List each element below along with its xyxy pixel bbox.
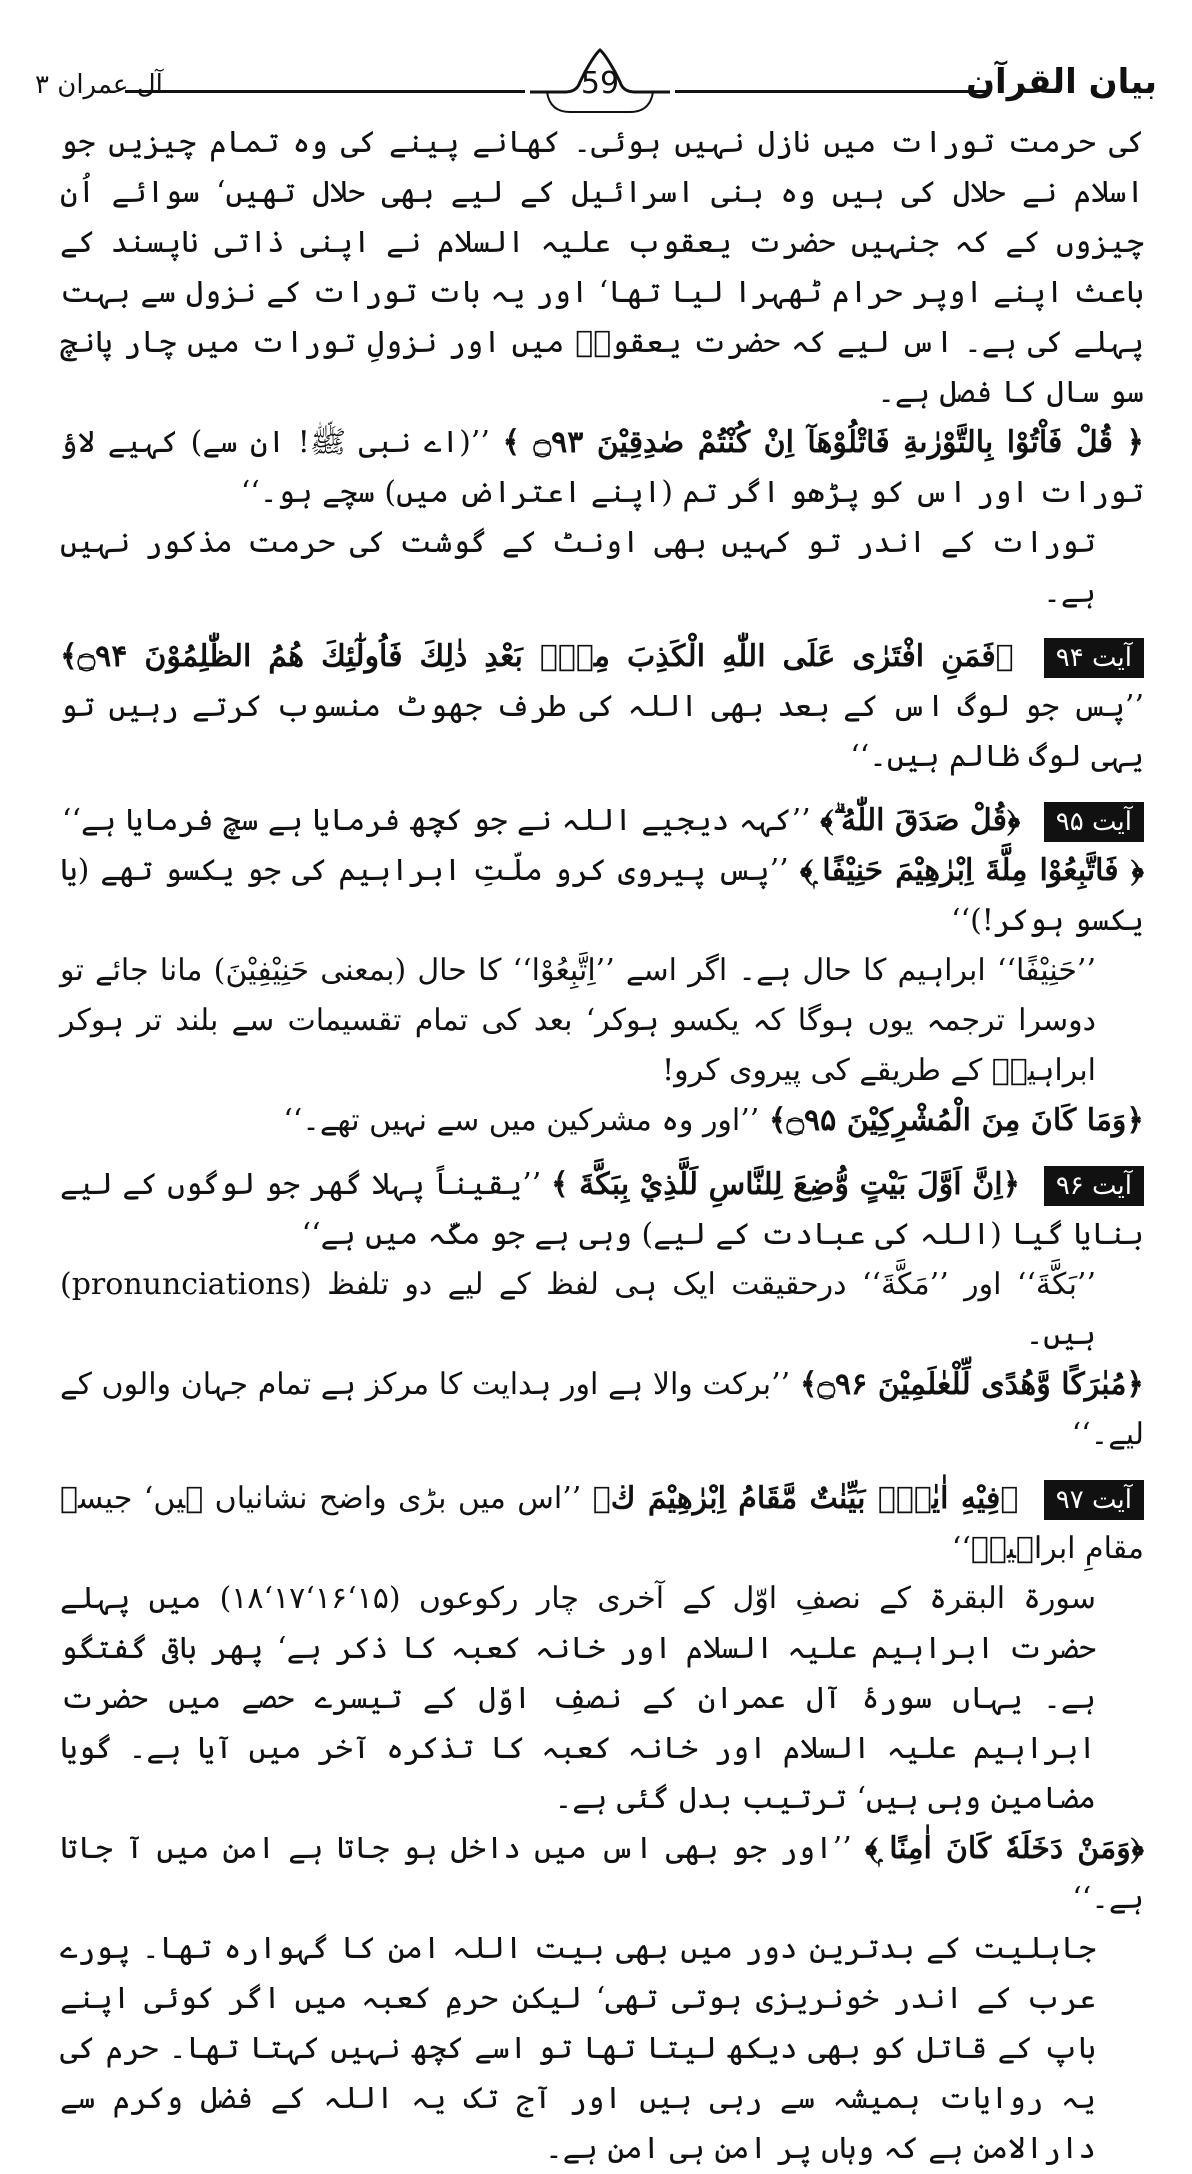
translation-text: ’’(اے نبی ﷺ! ان سے) کہیے لاؤ تورات اور اس کو پڑھو اگر تم (اپنے اعتراض میں) سچے ہو۔‘‘ <box>60 425 1144 510</box>
page-header <box>20 48 1172 118</box>
ayah-paragraph <box>60 846 1144 946</box>
paragraph <box>60 1260 1144 1360</box>
paragraph <box>60 1924 1144 2174</box>
paragraph <box>60 118 1144 418</box>
ayah-number-badge: آیت ۹۴ <box>1044 638 1144 678</box>
paragraph <box>60 1574 1144 1824</box>
ayah-number-badge: آیت ۹۵ <box>1044 802 1144 842</box>
translation-text: ’’اور جو بھی اس میں داخل ہو جاتا ہے امن میں آ جاتا ہے۔‘‘ <box>60 1831 1144 1916</box>
surah-name: آل عمران ۳ <box>35 70 163 100</box>
page-content <box>60 118 1144 2174</box>
paragraph <box>60 518 1144 618</box>
ayah-paragraph <box>60 1160 1144 1260</box>
header-rule-right <box>675 90 990 93</box>
ayah-text: ﴿ قُلْ فَاْتُوْا بِالتَّوْرٰىةِ فَاتْلُوْهَآ اِنْ كُنْتُمْ صٰدِقِيْنَ ۝۹۳ ﴾ <box>502 425 1144 460</box>
ayah-text: ﴿وَمَا كَانَ مِنَ الْمُشْرِكِيْنَ ۝۹۵﴾ <box>768 1103 1144 1138</box>
ayah-paragraph <box>60 632 1144 782</box>
ayah-number-badge: آیت ۹۷ <box>1044 1480 1144 1520</box>
book-title: بیان القرآن <box>966 62 1157 102</box>
page-number: 59 <box>580 66 620 101</box>
ayah-paragraph <box>60 1360 1144 1460</box>
ayah-text: ﴿قُلْ صَدَقَ اللّٰهُ ۗ﴾ <box>820 803 1021 838</box>
translation-text: ’’پس پیروی کرو ملّتِ ابراہیم کی جو یکسو تھے (یا یکسو ہوکر!)‘‘ <box>60 853 1144 938</box>
ayah-text: ﴿اِنَّ اَوَّلَ بَيْتٍ وُّضِعَ لِلنَّاسِ لَلَّذِيْ بِبَكَّةَ ﴾ <box>551 1167 1021 1202</box>
paragraph-text: جاہلیت کے بدترین دور میں بھی بیت اللہ امن کا گہوارہ تھا۔ پورے عرب کے اندر خونریزی ہوتی تھی‘ لیکن حرمِ کعبہ میں اگر کوئی اپنے باپ کے قاتل کو بھی دیکھ لیتا تھا تو اسے کچھ نہیں کہتا تھا۔ حرم کی یہ روایات ہمیشہ سے رہی ہیں اور آج تک یہ اللہ کے فضل وکرم سے دارالامن ہے کہ وہاں پر امن ہی امن ہے۔ <box>60 1931 1096 2166</box>
translation-text: ’’اس میں بڑی واضح نشانیاں ہیں‘ جیسے مقامِ ابراہیمؑ‘‘ <box>60 1481 1144 1566</box>
paragraph-text: ’’حَنِيْفًا‘‘ ابراہیم کا حال ہے۔ اگر اسے ’’اِتَّبِعُوْا‘‘ کا حال (بمعنی حَنِيْفِيْنَ) مانا جائے تو دوسرا ترجمہ یوں ہوگا کہ یکسو ہوکر‘ بعد کی تمام تقسیمات سے بلند تر ہوکر ابراہیمؑ کے طریقے کی پیروی کرو! <box>60 953 1096 1088</box>
ayah-paragraph <box>60 1824 1144 1924</box>
translation-text: ’’اور وہ مشرکین میں سے نہیں تھے۔‘‘ <box>283 1103 760 1138</box>
ayah-text: ﴿مُبٰرَكًا وَّهُدًى لِّلْعٰلَمِيْنَ ۝۹۶﴾ <box>799 1367 1144 1402</box>
ayah-paragraph <box>60 796 1144 846</box>
header-rule-left <box>125 90 525 93</box>
ayah-paragraph <box>60 1096 1144 1146</box>
ayah-paragraph <box>60 1474 1144 1574</box>
translation-text: ’’برکت والا ہے اور ہدایت کا مرکز ہے تمام جہان والوں کے لیے۔‘‘ <box>60 1367 1144 1452</box>
translation-text: ’’کہہ دیجیے اللہ نے جو کچھ فرمایا ہے سچ فرمایا ہے‘‘ <box>61 803 811 838</box>
paragraph-text: کی حرمت تورات میں نازل نہیں ہوئی۔ کھانے پینے کی وہ تمام چیزیں جو اسلام نے حلال کی ہیں وہ بنی اسرائیل کے لیے بھی حلال تھیں‘ سوائے اُن چیزوں کے کہ جنہیں حضرت یعقوب علیہ السلام نے اپنی ذاتی ناپسند کے باعث اپنے اوپر حرام ٹھہرا لیا تھا‘ اور یہ بات تورات کے نزول سے بہت پہلے کی ہے۔ اس لیے کہ حضرت یعقوبؑ میں اور نزولِ تورات میں چار پانچ سو سال کا فصل ہے۔ <box>60 125 1144 410</box>
ayah-text: ﴿فِيْهِ اٰيٰتٌۢ بَيِّنٰتٌ مَّقَامُ اِبْرٰهِيْمَ ڬ﴾ <box>592 1481 1019 1516</box>
paragraph-text: تورات کے اندر تو کہیں بھی اونٹ کے گوشت کی حرمت مذکور نہیں ہے۔ <box>60 525 1096 610</box>
ayah-paragraph <box>60 418 1144 518</box>
ayah-number-badge: آیت ۹۶ <box>1044 1166 1144 1206</box>
ayah-text: ﴿وَمَنْ دَخَلَهٗ كَانَ اٰمِنًا ۭ﴾ <box>864 1831 1144 1866</box>
paragraph-text: سورۃ البقرۃ کے نصفِ اوّل کے آخری چار رکوعوں (۱۵‘۱۶‘۱۷‘۱۸) میں پہلے حضرت ابراہیم علیہ السلام اور خانہ کعبہ کا ذکر ہے‘ پھر باقی گفتگو ہے۔ یہاں سورۂ آل عمران کے نصفِ اوّل کے تیسرے حصے میں حضرت ابراہیم علیہ السلام اور خانہ کعبہ کا تذکرہ آخر میں آیا ہے۔ گویا مضامین وہی ہیں‘ ترتیب بدل گئی ہے۔ <box>60 1581 1097 1816</box>
ayah-text: ﴿ فَاتَّبِعُوْا مِلَّةَ اِبْرٰهِيْمَ حَنِيْفًا ۭ﴾ <box>799 853 1144 888</box>
ayah-text: ﴿فَمَنِ افْتَرٰى عَلَى اللّٰهِ الْكَذِبَ مِنْۢ بَعْدِ ذٰلِكَ فَاُولٰٓئِكَ هُمُ الظّٰلِمُوْنَ ۝۹۴﴾ <box>60 639 1014 674</box>
paragraph <box>60 946 1144 1096</box>
translation-text: ’’پس جو لوگ اس کے بعد بھی اللہ کی طرف جھوٹ منسوب کرتے رہیں تو یہی لوگ ظالم ہیں۔‘‘ <box>60 689 1144 774</box>
paragraph-text: ’’بَكَّةَ‘‘ اور ’’مَكَّةَ‘‘ درحقیقت ایک ہی لفظ کے لیے دو تلفظ (pronunciations) ہیں۔ <box>60 1267 1096 1352</box>
translation-text: ’’یقیناً پہلا گھر جو لوگوں کے لیے بنایا گیا (اللہ کی عبادت کے لیے) وہی ہے جو مکّہ میں ہے‘‘ <box>60 1167 1144 1252</box>
